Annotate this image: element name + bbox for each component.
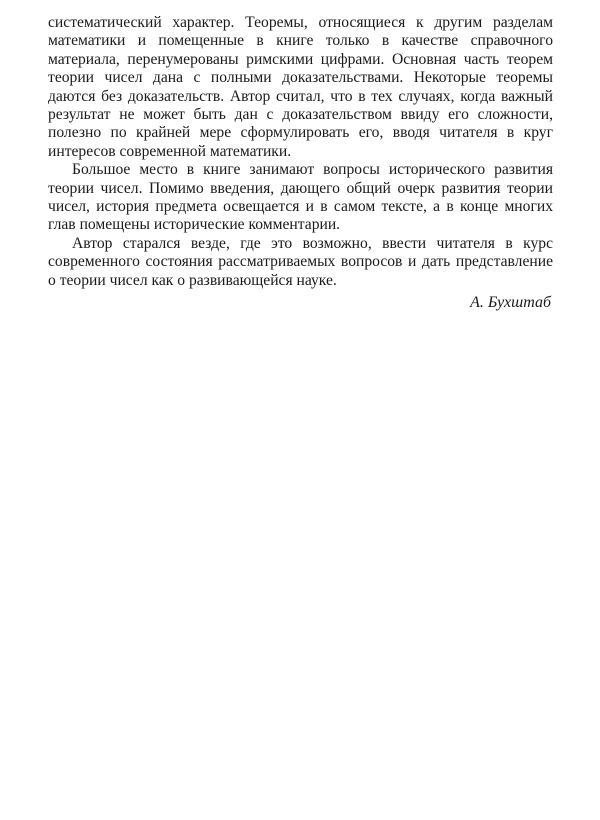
paragraph-intro-continuation: систематический характер. Теоремы, относящиеся к другим разделам математики и помещенные в книге только в качестве справочного материала, перенумерованы римскими цифрами. Основная часть теорем теории чисел дана с полными доказательствами. Некоторые теоремы даются без доказательств. Автор считал, что в тех случаях, когда важный результат не может быть дан с доказательством ввиду его сложности, полезно по крайней мере сформулировать его, вводя читателя в круг интересов современной математики. [48,14,553,160]
author-signature: А. Бухштаб [470,294,551,312]
page-text [48,14,553,313]
paragraph-history: Большое место в книге занимают вопросы исторического развития теории чисел. Помимо введения, дающего общий очерк развития теории чисел, история предмета освещается и в самом тексте, а в конце многих глав помещены исторические комментарии. [48,161,553,234]
paragraph-author-aim: Автор старался везде, где это возможно, ввести читателя в курс современного состояния рассматриваемых вопросов и дать представление о теории чисел как о развивающейся науке. [48,234,553,289]
